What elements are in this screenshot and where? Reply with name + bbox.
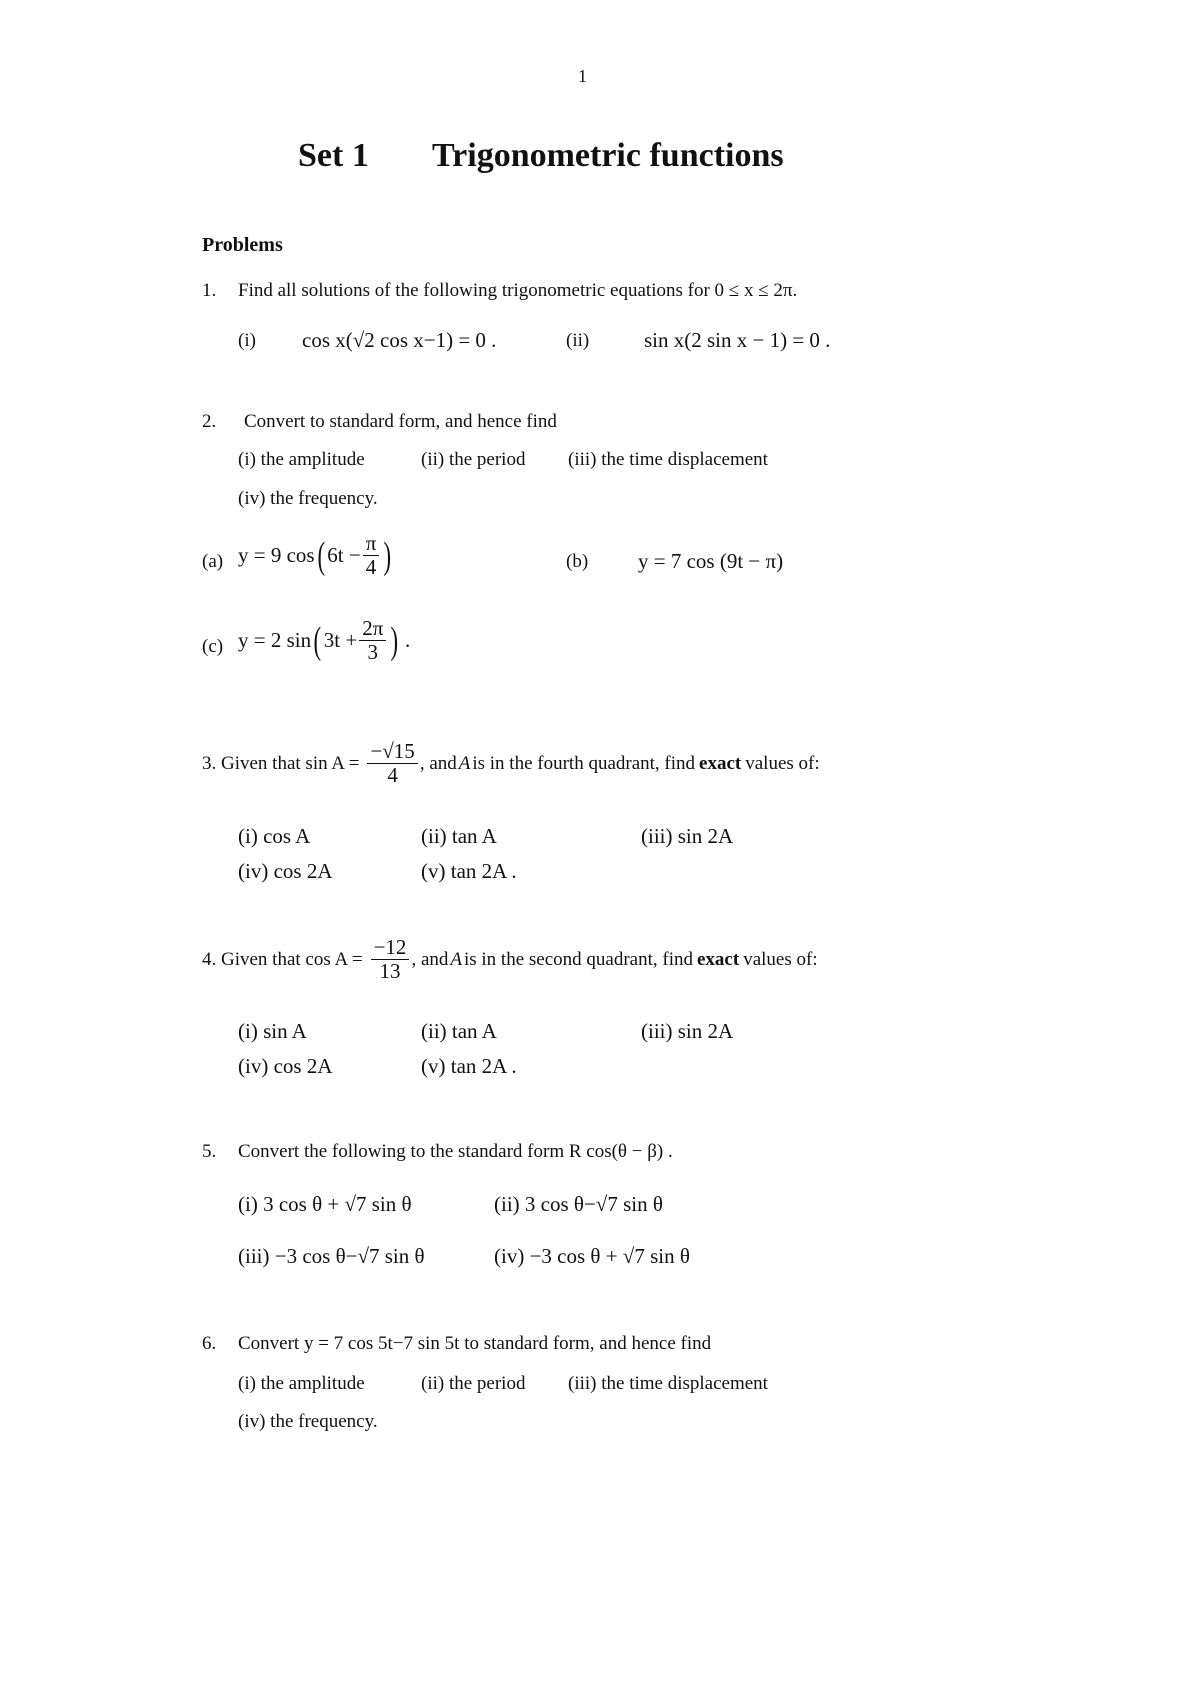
q2-a-denominator: 4 xyxy=(365,555,377,580)
q3-part-v: (v) tan 2A . xyxy=(421,859,517,883)
q2-part-iv: (iv) the frequency. xyxy=(238,488,378,509)
q3-fraction xyxy=(367,740,417,787)
q2-part-iii: (iii) the time displacement xyxy=(568,449,768,470)
q2-a-numerator: π xyxy=(363,532,380,556)
q1-ii-expr: sin x(2 sin x − 1) = 0 . xyxy=(644,328,831,352)
q2-a-expr xyxy=(238,532,394,579)
q2-number: 2. xyxy=(202,411,217,432)
q3-part-i: (i) cos A xyxy=(238,824,311,848)
q4-post-b: is in the second quadrant, find xyxy=(463,948,693,970)
q6-part-iv: (iv) the frequency. xyxy=(238,1411,378,1432)
q3-statement xyxy=(202,740,820,787)
q4-part-iv: (iv) cos 2A xyxy=(238,1054,333,1078)
q6-part-ii: (ii) the period xyxy=(421,1373,526,1394)
q4-statement xyxy=(202,936,818,983)
q6-part-iii: (iii) the time displacement xyxy=(568,1373,768,1394)
q2-a-close-paren: ) xyxy=(383,534,392,577)
q3-post-c: values of: xyxy=(745,752,820,774)
q1-i-label: (i) xyxy=(238,330,256,351)
q2-c-end: . xyxy=(404,628,411,653)
q3-part-ii: (ii) tan A xyxy=(421,824,497,848)
q5-part-i: (i) 3 cos θ + √7 sin θ xyxy=(238,1192,412,1216)
q2-part-i: (i) the amplitude xyxy=(238,449,365,470)
q3-part-iii: (iii) sin 2A xyxy=(641,824,734,848)
q5-part-ii: (ii) 3 cos θ−√7 sin θ xyxy=(494,1192,663,1216)
q4-exact: exact xyxy=(697,948,740,970)
q4-post-c: values of: xyxy=(743,948,818,970)
q3-exact: exact xyxy=(699,752,742,774)
q4-var: A xyxy=(450,948,462,970)
q5-text: Convert the following to the standard form R cos(θ − β) . xyxy=(238,1141,673,1162)
q4-part-ii: (ii) tan A xyxy=(421,1019,497,1043)
q6-number: 6. xyxy=(202,1333,217,1354)
q2-c-expr xyxy=(238,617,410,664)
q2-c-close-paren: ) xyxy=(390,619,399,662)
page-number: 1 xyxy=(578,66,587,86)
q1-text: Find all solutions of the following trigonometric equations for 0 ≤ x ≤ 2π. xyxy=(238,280,798,301)
section-heading: Problems xyxy=(202,234,283,256)
q4-denominator: 13 xyxy=(379,959,401,984)
q2-c-label: (c) xyxy=(202,636,224,657)
q3-var: A xyxy=(458,752,471,774)
q5-number: 5. xyxy=(202,1141,217,1162)
q4-post-a: , and xyxy=(411,948,449,970)
q2-a-label: (a) xyxy=(202,551,224,572)
q1-ii-label: (ii) xyxy=(566,330,590,351)
q4-part-iii: (iii) sin 2A xyxy=(641,1019,734,1043)
q2-c-fraction xyxy=(359,617,386,664)
q3-post-a: , and xyxy=(419,752,457,774)
q2-a-lhs: y = 9 cos xyxy=(238,543,315,568)
q2-b-expr: y = 7 cos (9t − π) xyxy=(638,549,784,573)
q2-text: Convert to standard form, and hence find xyxy=(244,411,557,432)
page-title: Trigonometric functions xyxy=(432,137,784,174)
set-label: Set 1 xyxy=(298,137,369,174)
q3-denominator: 4 xyxy=(387,763,398,788)
q3-part-iv: (iv) cos 2A xyxy=(238,859,333,883)
q5-part-iii: (iii) −3 cos θ−√7 sin θ xyxy=(238,1244,425,1268)
q2-c-lhs: y = 2 sin xyxy=(238,628,312,653)
q2-c-inner: 3t + xyxy=(323,628,358,653)
q2-a-fraction xyxy=(363,532,380,579)
q3-post-b: is in the fourth quadrant, find xyxy=(472,752,696,774)
q2-b-label: (b) xyxy=(566,551,589,572)
q2-part-ii: (ii) the period xyxy=(421,449,526,470)
q2-a-open-paren: ( xyxy=(317,534,325,577)
q2-a-inner: 6t − xyxy=(327,543,361,568)
q3-numerator: −√15 xyxy=(367,740,417,764)
q2-c-open-paren: ( xyxy=(313,619,322,662)
q4-pre: 4. Given that cos A = xyxy=(202,948,363,970)
q2-c-numerator: 2π xyxy=(359,617,386,641)
q1-i-expr: cos x(√2 cos x−1) = 0 . xyxy=(302,328,497,352)
q4-numerator: −12 xyxy=(371,936,410,960)
q6-part-i: (i) the amplitude xyxy=(238,1373,365,1394)
q4-part-v: (v) tan 2A . xyxy=(421,1054,517,1078)
q3-pre: 3. Given that sin A = xyxy=(202,752,360,774)
q4-fraction xyxy=(371,936,410,983)
q2-c-denominator: 3 xyxy=(367,640,378,665)
q4-part-i: (i) sin A xyxy=(238,1019,307,1043)
q1-number: 1. xyxy=(202,280,217,301)
q6-text: Convert y = 7 cos 5t−7 sin 5t to standard form, and hence find xyxy=(238,1333,712,1354)
q5-part-iv: (iv) −3 cos θ + √7 sin θ xyxy=(494,1244,690,1268)
